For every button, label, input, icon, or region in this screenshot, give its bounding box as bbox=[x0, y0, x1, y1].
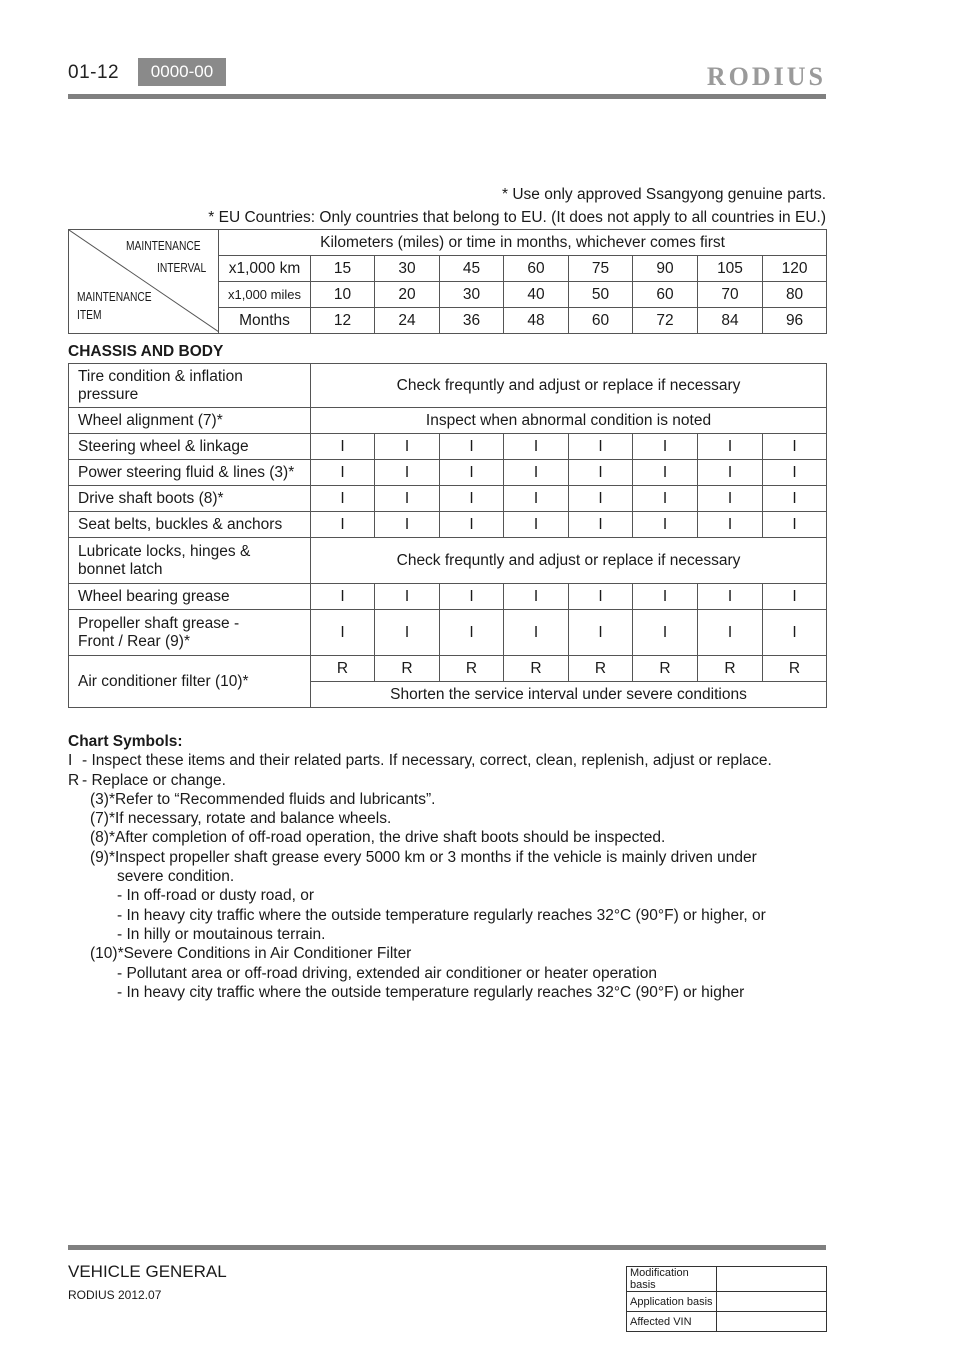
symbol-key: I bbox=[68, 752, 73, 770]
interval-header-table bbox=[68, 229, 827, 334]
interval-cell: R bbox=[763, 656, 827, 682]
footnote-10: (10)*Severe Conditions in Air Conditioner Filter bbox=[90, 945, 412, 963]
table-row bbox=[69, 434, 827, 460]
span-instruction: Check frequntly and adjust or replace if necessary bbox=[311, 538, 827, 584]
interval-label-top: MAINTENANCE bbox=[126, 239, 201, 253]
footer-rule bbox=[68, 1245, 826, 1250]
interval-cell: I bbox=[763, 434, 827, 460]
interval-cell: I bbox=[633, 460, 698, 486]
interval-cell: I bbox=[311, 610, 375, 656]
span-instruction: Shorten the service interval under severe conditions bbox=[311, 682, 827, 708]
genuine-parts-note: * Use only approved Ssangyong genuine parts. bbox=[502, 186, 826, 203]
interval-cell: I bbox=[569, 610, 633, 656]
interval-cell: I bbox=[440, 512, 504, 538]
interval-cell: R bbox=[698, 656, 763, 682]
months-value: 72 bbox=[633, 308, 698, 334]
km-label: x1,000 km bbox=[219, 256, 311, 282]
km-value: 120 bbox=[763, 256, 827, 282]
interval-cell: I bbox=[311, 486, 375, 512]
interval-cell: I bbox=[633, 486, 698, 512]
span-instruction: Check frequntly and adjust or replace if necessary bbox=[311, 364, 827, 408]
interval-cell: I bbox=[633, 584, 698, 610]
footnote-3: (3)*Refer to “Recommended fluids and lubricants”. bbox=[90, 790, 436, 808]
item-label: Wheel alignment (7)* bbox=[69, 408, 311, 434]
chart-symbols bbox=[68, 732, 826, 1002]
interval-label-bottom: INTERVAL bbox=[157, 261, 207, 275]
months-value: 60 bbox=[569, 308, 633, 334]
symbol-i bbox=[68, 751, 826, 770]
interval-cell: I bbox=[569, 460, 633, 486]
span-instruction: Inspect when abnormal condition is noted bbox=[311, 408, 827, 434]
interval-cell: I bbox=[569, 512, 633, 538]
interval-cell: I bbox=[440, 460, 504, 486]
interval-cell: I bbox=[698, 610, 763, 656]
table-row bbox=[69, 512, 827, 538]
miles-value: 60 bbox=[633, 282, 698, 308]
item-label: Seat belts, buckles & anchors bbox=[69, 512, 311, 538]
table-row bbox=[69, 610, 827, 656]
table-row bbox=[627, 1312, 827, 1332]
miles-label: x1,000 miles bbox=[219, 282, 311, 308]
km-value: 30 bbox=[375, 256, 440, 282]
footnote-9-sub: - In hilly or moutainous terrain. bbox=[117, 925, 326, 943]
interval-cell: I bbox=[375, 584, 440, 610]
interval-cell: I bbox=[311, 584, 375, 610]
interval-cell: R bbox=[440, 656, 504, 682]
interval-cell: I bbox=[698, 460, 763, 486]
interval-cell: I bbox=[633, 434, 698, 460]
miles-value: 70 bbox=[698, 282, 763, 308]
page-number: 01-12 bbox=[68, 62, 120, 83]
item-label: Propeller shaft grease - Front / Rear (9)* bbox=[69, 610, 311, 656]
footnote-9-sub: - In heavy city traffic where the outside temperature regularly reaches 32°C (90°F) or higher, or bbox=[117, 906, 766, 924]
item-label: Air conditioner filter (10)* bbox=[69, 656, 311, 708]
km-value: 105 bbox=[698, 256, 763, 282]
interval-cell: I bbox=[504, 434, 569, 460]
interval-cell: I bbox=[311, 460, 375, 486]
chassis-body-table bbox=[68, 363, 827, 708]
miles-value: 30 bbox=[440, 282, 504, 308]
interval-cell: I bbox=[763, 460, 827, 486]
interval-cell: I bbox=[311, 434, 375, 460]
footnote-9-cont: severe condition. bbox=[117, 868, 235, 886]
header-rule bbox=[68, 94, 826, 99]
interval-cell: I bbox=[763, 610, 827, 656]
symbol-desc: - Replace or change. bbox=[82, 771, 226, 789]
section-title: CHASSIS AND BODY bbox=[68, 343, 224, 360]
footnote-7: (7)*If necessary, rotate and balance wheels. bbox=[90, 810, 392, 828]
table-row bbox=[69, 486, 827, 512]
interval-cell: R bbox=[311, 656, 375, 682]
symbol-key: R bbox=[68, 771, 80, 789]
km-value: 90 bbox=[633, 256, 698, 282]
interval-cell: I bbox=[763, 486, 827, 512]
table-row bbox=[69, 656, 827, 682]
km-value: 60 bbox=[504, 256, 569, 282]
item-label-top: MAINTENANCE bbox=[77, 290, 152, 304]
interval-cell: R bbox=[504, 656, 569, 682]
table-row bbox=[69, 364, 827, 408]
item-label: Lubricate locks, hinges & bonnet latch bbox=[69, 538, 311, 584]
miles-value: 20 bbox=[375, 282, 440, 308]
interval-cell: I bbox=[375, 610, 440, 656]
interval-cell: I bbox=[569, 584, 633, 610]
interval-cell: R bbox=[375, 656, 440, 682]
interval-cell: I bbox=[698, 584, 763, 610]
basis-table bbox=[626, 1266, 827, 1332]
interval-cell: R bbox=[633, 656, 698, 682]
table-row bbox=[69, 460, 827, 486]
brand-logo: RODIUS bbox=[706, 62, 826, 91]
months-label: Months bbox=[219, 308, 311, 334]
interval-cell: I bbox=[440, 486, 504, 512]
item-label: Wheel bearing grease bbox=[69, 584, 311, 610]
table-row bbox=[69, 408, 827, 434]
interval-cell: I bbox=[375, 460, 440, 486]
km-value: 45 bbox=[440, 256, 504, 282]
interval-span-title: Kilometers (miles) or time in months, whichever comes first bbox=[219, 230, 827, 256]
symbols-title: Chart Symbols: bbox=[68, 733, 183, 750]
item-label: Steering wheel & linkage bbox=[69, 434, 311, 460]
footer-section-title: VEHICLE GENERAL bbox=[68, 1262, 227, 1281]
table-row bbox=[69, 584, 827, 610]
km-value: 15 bbox=[311, 256, 375, 282]
table-row bbox=[627, 1292, 827, 1312]
item-label: Drive shaft boots (8)* bbox=[69, 486, 311, 512]
interval-cell: I bbox=[440, 610, 504, 656]
footnote-9: (9)*Inspect propeller shaft grease every 5000 km or 3 months if the vehicle is mainly driven under bbox=[90, 848, 757, 866]
table-row bbox=[69, 538, 827, 584]
item-label-bottom: ITEM bbox=[77, 308, 102, 322]
km-value: 75 bbox=[569, 256, 633, 282]
footnote-10-sub: - In heavy city traffic where the outside temperature regularly reaches 32°C (90°F) or higher bbox=[117, 983, 745, 1001]
table-row bbox=[627, 1267, 827, 1292]
months-value: 24 bbox=[375, 308, 440, 334]
footnote-8: (8)*After completion of off-road operation, the drive shaft boots should be inspected. bbox=[90, 829, 666, 847]
interval-cell: I bbox=[763, 584, 827, 610]
footnote-10-sub: - Pollutant area or off-road driving, extended air conditioner or heater operation bbox=[117, 964, 657, 982]
miles-value: 50 bbox=[569, 282, 633, 308]
interval-cell: I bbox=[375, 512, 440, 538]
months-value: 48 bbox=[504, 308, 569, 334]
basis-label: Affected VIN bbox=[627, 1312, 717, 1332]
item-label: Power steering fluid & lines (3)* bbox=[69, 460, 311, 486]
basis-value bbox=[717, 1292, 827, 1312]
interval-cell: I bbox=[569, 486, 633, 512]
interval-cell: I bbox=[763, 512, 827, 538]
basis-label: Application basis bbox=[627, 1292, 717, 1312]
footnote-9-sub: - In off-road or dusty road, or bbox=[117, 887, 315, 905]
interval-cell: I bbox=[440, 584, 504, 610]
miles-value: 10 bbox=[311, 282, 375, 308]
section-code-badge: 0000-00 bbox=[138, 58, 226, 86]
months-value: 96 bbox=[763, 308, 827, 334]
interval-cell: I bbox=[633, 512, 698, 538]
miles-value: 80 bbox=[763, 282, 827, 308]
diagonal-header-cell bbox=[69, 230, 219, 334]
basis-value bbox=[717, 1312, 827, 1332]
interval-cell: I bbox=[698, 512, 763, 538]
footer-model-date: RODIUS 2012.07 bbox=[68, 1288, 162, 1302]
symbol-r bbox=[68, 771, 826, 790]
interval-cell: I bbox=[698, 434, 763, 460]
interval-cell: I bbox=[375, 486, 440, 512]
interval-cell: I bbox=[504, 512, 569, 538]
months-value: 36 bbox=[440, 308, 504, 334]
interval-cell: I bbox=[504, 460, 569, 486]
interval-cell: I bbox=[311, 512, 375, 538]
interval-cell: I bbox=[698, 486, 763, 512]
interval-cell: R bbox=[569, 656, 633, 682]
symbol-desc: - Inspect these items and their related parts. If necessary, correct, clean, replenish, adjust or replace. bbox=[82, 752, 772, 770]
miles-value: 40 bbox=[504, 282, 569, 308]
interval-cell: I bbox=[504, 610, 569, 656]
basis-value bbox=[717, 1267, 827, 1292]
basis-label: Modification basis bbox=[627, 1267, 717, 1292]
interval-cell: I bbox=[375, 434, 440, 460]
eu-countries-note: * EU Countries: Only countries that belong to EU. (It does not apply to all countries in EU.) bbox=[208, 209, 826, 226]
item-label: Tire condition & inflation pressure bbox=[69, 364, 311, 408]
interval-cell: I bbox=[504, 584, 569, 610]
interval-cell: I bbox=[633, 610, 698, 656]
months-value: 84 bbox=[698, 308, 763, 334]
interval-cell: I bbox=[504, 486, 569, 512]
interval-cell: I bbox=[569, 434, 633, 460]
months-value: 12 bbox=[311, 308, 375, 334]
interval-cell: I bbox=[440, 434, 504, 460]
